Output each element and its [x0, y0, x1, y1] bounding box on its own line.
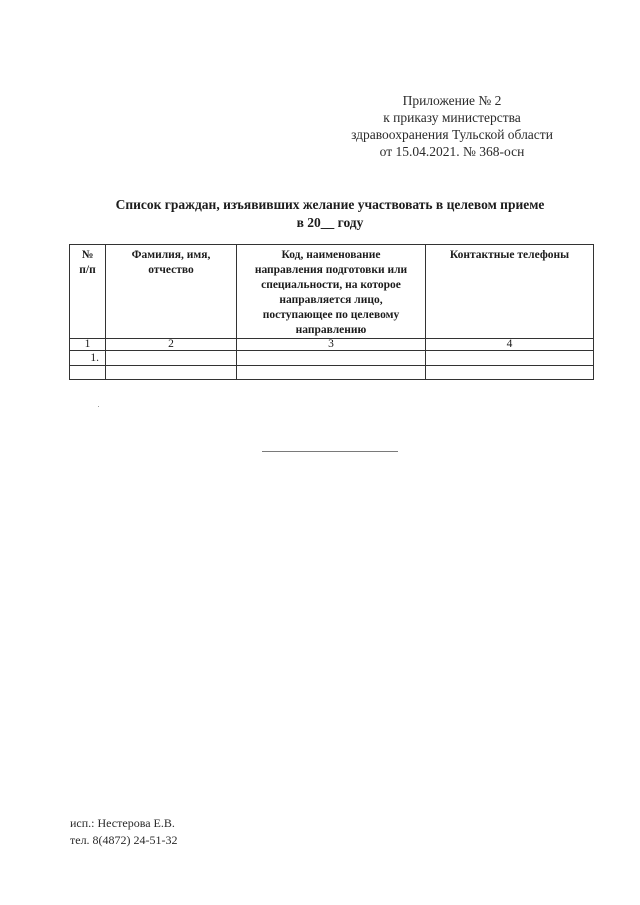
column-number: 3 — [237, 339, 426, 351]
row-full-name — [106, 351, 237, 366]
appendix-order-ref: к приказу министерства — [383, 110, 521, 125]
column-number: 4 — [426, 339, 594, 351]
appendix-number: Приложение № 2 — [402, 93, 502, 108]
executor-name: исп.: Нестерова Е.В. — [70, 816, 175, 830]
title-line-2: в 20__ году — [296, 215, 364, 230]
appendix-order-date: от 15.04.2021. № 368-осн — [379, 144, 525, 159]
row-contact-phone — [426, 351, 594, 366]
row-full-name — [106, 366, 237, 380]
column-number: 1 — [70, 339, 106, 351]
table-row — [70, 366, 594, 380]
citizens-table — [69, 244, 594, 380]
column-number: 2 — [106, 339, 237, 351]
appendix-header — [320, 92, 584, 160]
document-title — [70, 196, 590, 232]
header-direction-code: Код, наименование направления подготовки или специальности, на которое направляется лицо, поступающее по целевому направлению — [237, 245, 426, 339]
header-full-name: Фамилия, имя, отчество — [106, 245, 237, 339]
row-contact-phone — [426, 366, 594, 380]
executor-phone: тел. 8(4872) 24-51-32 — [70, 833, 178, 847]
title-line-1: Список граждан, изъявивших желание участвовать в целевом приеме — [115, 197, 545, 212]
row-direction-code — [237, 351, 426, 366]
header-contact-phones: Контактные телефоны — [426, 245, 594, 339]
table-row — [70, 351, 594, 366]
row-number — [70, 366, 106, 380]
end-of-document-rule — [262, 451, 398, 452]
row-number: 1. — [70, 351, 106, 366]
appendix-ministry: здравоохранения Тульской области — [351, 127, 553, 142]
header-number: № п/п — [70, 245, 106, 339]
row-direction-code — [237, 366, 426, 380]
column-number-row — [70, 339, 594, 351]
scan-speck — [98, 406, 99, 407]
executor-info — [70, 815, 178, 849]
table-header-row — [70, 245, 594, 339]
